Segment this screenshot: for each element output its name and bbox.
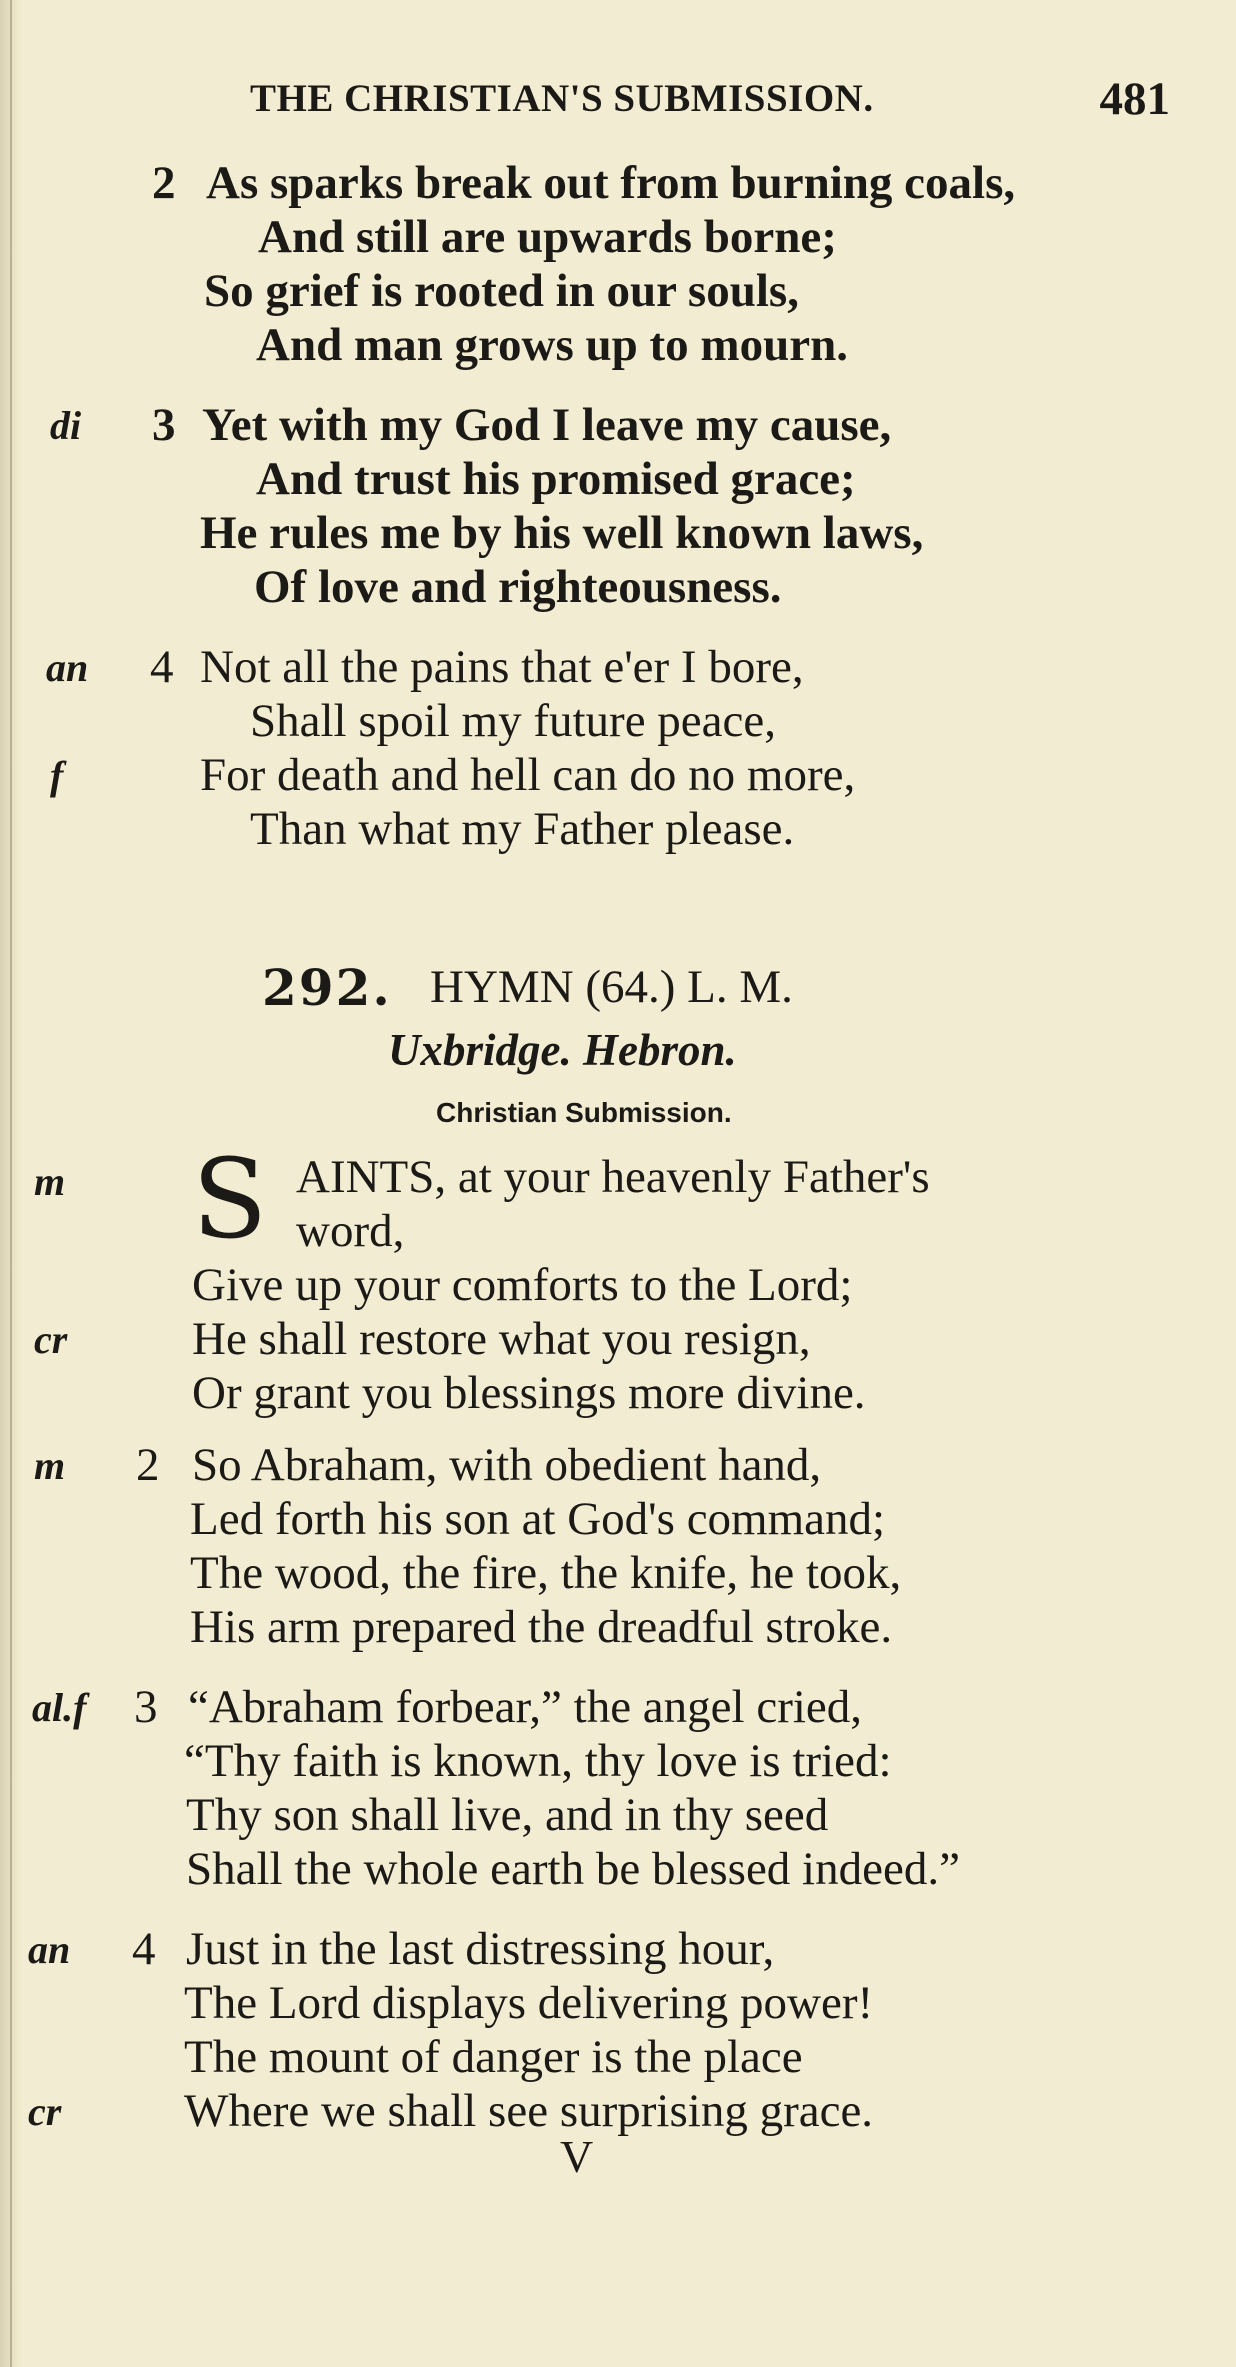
stanza-number: 2 bbox=[152, 157, 176, 209]
page-header bbox=[250, 73, 1180, 136]
verse-line: So grief is rooted in our souls, bbox=[204, 265, 799, 317]
verse-line: Yet with my God I leave my cause, bbox=[202, 399, 892, 451]
dynamic-mark: m bbox=[34, 1443, 66, 1488]
verse-line: “Thy faith is known, thy love is tried: bbox=[184, 1735, 892, 1787]
dynamic-mark: an bbox=[46, 645, 89, 690]
verse-line: His arm prepared the dreadful stroke. bbox=[190, 1601, 893, 1653]
running-title: THE CHRISTIAN'S SUBMISSION. bbox=[250, 77, 874, 120]
dynamic-mark: m bbox=[34, 1159, 66, 1204]
dynamic-mark: al.f bbox=[32, 1685, 87, 1730]
tune-names: Uxbridge. Hebron. bbox=[388, 1025, 737, 1075]
verse-line: Shall spoil my future peace, bbox=[250, 695, 776, 747]
dynamic-mark: di bbox=[50, 403, 82, 448]
verse-line: And trust his promised grace; bbox=[256, 453, 856, 505]
signature-mark: V bbox=[560, 2131, 594, 2182]
verse-line: The wood, the fire, the knife, he took, bbox=[190, 1547, 902, 1599]
page-number: 481 bbox=[1099, 73, 1170, 125]
verse-line: Of love and righteousness. bbox=[254, 561, 782, 613]
dynamic-mark: cr bbox=[34, 1317, 68, 1362]
verse-line: AINTS, at your heavenly Father's bbox=[296, 1151, 930, 1203]
verse-line: Not all the pains that e'er I bore, bbox=[200, 641, 804, 693]
dynamic-mark: cr bbox=[28, 2089, 62, 2134]
verse-line: The mount of danger is the place bbox=[184, 2031, 803, 2083]
stanza-number: 4 bbox=[150, 641, 174, 693]
verse-line: Where we shall see surprising grace. bbox=[184, 2085, 874, 2137]
stanza-number: 3 bbox=[134, 1681, 158, 1733]
verse-line: Just in the last distressing hour, bbox=[186, 1923, 775, 1975]
verse-line: And still are upwards borne; bbox=[258, 211, 837, 263]
stanza-number: 3 bbox=[152, 399, 176, 451]
verse-line: And man grows up to mourn. bbox=[256, 319, 848, 371]
verse-line: Give up your comforts to the Lord; bbox=[192, 1259, 853, 1311]
verse-line: word, bbox=[296, 1205, 405, 1257]
dynamic-mark: f bbox=[50, 753, 64, 798]
verse-line: Or grant you blessings more divine. bbox=[192, 1367, 866, 1419]
dynamic-mark: an bbox=[28, 1927, 71, 1972]
verse-line: “Abraham forbear,” the angel cried, bbox=[188, 1681, 863, 1733]
binding-edge-line bbox=[10, 0, 12, 2367]
verse-line: Led forth his son at God's command; bbox=[190, 1493, 886, 1545]
stanza-number: 2 bbox=[136, 1439, 160, 1491]
verse-line: As sparks break out from burning coals, bbox=[206, 157, 1016, 209]
verse-line: He shall restore what you resign, bbox=[192, 1313, 811, 1365]
verse-line: The Lord displays delivering power! bbox=[184, 1977, 874, 2029]
verse-line: Thy son shall live, and in thy seed bbox=[186, 1789, 829, 1841]
hymn-number: 292. bbox=[262, 958, 392, 1017]
verse-line: For death and hell can do no more, bbox=[200, 749, 856, 801]
verse-line: So Abraham, with obedient hand, bbox=[192, 1439, 822, 1491]
verse-line: Shall the whole earth be blessed indeed.” bbox=[186, 1843, 960, 1895]
verse-line: He rules me by his well known laws, bbox=[200, 507, 924, 559]
verse-line: Than what my Father please. bbox=[250, 803, 795, 855]
stanza-number: 4 bbox=[132, 1923, 156, 1975]
hymn-label: HYMN (64.) L. M. bbox=[430, 961, 793, 1013]
drop-cap: S bbox=[192, 1135, 268, 1263]
hymn-subject: Christian Submission. bbox=[436, 1097, 732, 1128]
